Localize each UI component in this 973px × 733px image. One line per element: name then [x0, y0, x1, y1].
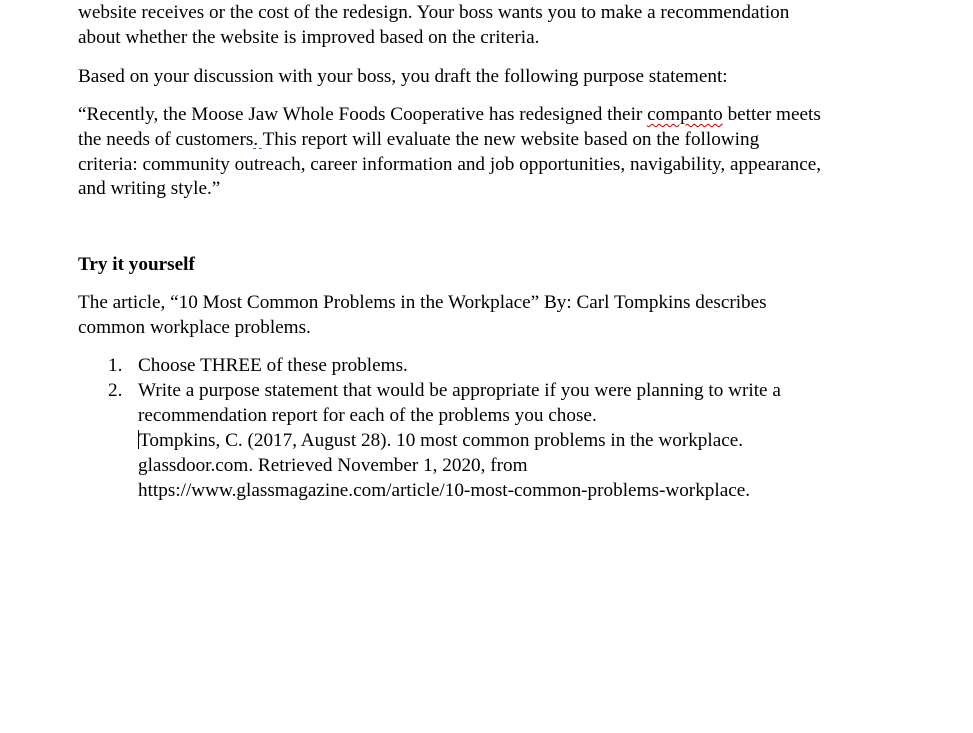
- citation-line: [138, 428, 743, 453]
- purpose-statement-line: [78, 127, 759, 152]
- list-number: 2.: [108, 380, 123, 401]
- purpose-statement-line: and writing style.”: [78, 178, 221, 199]
- list-number: 1.: [108, 355, 123, 376]
- list-item: Choose THREE of these problems.: [138, 355, 408, 376]
- purpose-text: the needs of customers: [78, 129, 254, 150]
- list-item: recommendation report for each of the problems you chose.: [138, 405, 597, 426]
- citation-url: https://www.glassmagazine.com/article/10-most-common-problems-workplace.: [138, 480, 751, 501]
- purpose-text: “Recently, the Moose Jaw Whole Foods Cooperative has redesigned their: [78, 104, 648, 125]
- citation-text: Tompkins, C. (2017, August 28). 10 most common problems in the workplace.: [139, 430, 744, 451]
- purpose-statement-line: [78, 102, 821, 127]
- purpose-text: better meets: [722, 104, 821, 125]
- paragraph-text: common workplace problems.: [78, 317, 311, 338]
- grammar-flag[interactable]: .: [253, 129, 263, 150]
- paragraph-text: The article, “10 Most Common Problems in the Workplace” By: Carl Tompkins describes: [78, 292, 767, 313]
- paragraph-text: about whether the website is improved based on the criteria.: [78, 27, 540, 48]
- paragraph-text: website receives or the cost of the redesign. Your boss wants you to make a recommendation: [78, 2, 790, 23]
- purpose-statement-line: criteria: community outreach, career information and job opportunities, navigability, appearance,: [78, 154, 822, 175]
- list-item: Write a purpose statement that would be appropriate if you were planning to write a: [138, 380, 781, 401]
- spelling-error-word[interactable]: companto: [647, 104, 723, 125]
- purpose-text: This report will evaluate the new website based on the following: [262, 129, 760, 150]
- paragraph-text: Based on your discussion with your boss, you draft the following purpose statement:: [78, 66, 728, 87]
- section-heading: Try it yourself: [78, 254, 195, 275]
- citation-line: glassdoor.com. Retrieved November 1, 2020, from: [138, 455, 528, 476]
